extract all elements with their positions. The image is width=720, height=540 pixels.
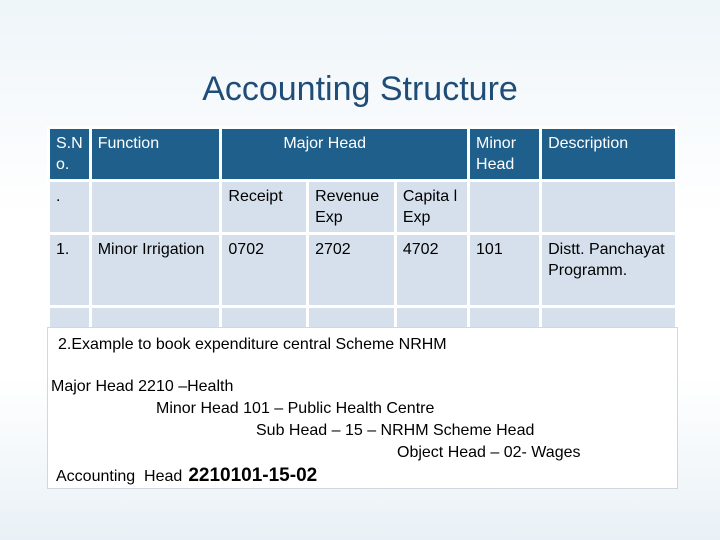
cell-description xyxy=(542,182,675,232)
cell-revenue: Revenue Exp xyxy=(309,182,394,232)
accounting-head-label: Accounting Head xyxy=(56,468,183,485)
accounting-table xyxy=(47,126,678,333)
example-title: 2.Example to book expenditure central Scheme NRHM xyxy=(58,336,447,353)
header-function: Function xyxy=(92,129,220,179)
cell-minor: 101 xyxy=(470,235,539,305)
cell-capital: 4702 xyxy=(397,235,467,305)
example-accounting-head xyxy=(56,465,317,487)
example-minor-head: Minor Head 101 – Public Health Centre xyxy=(156,400,435,417)
cell-sn: . xyxy=(50,182,89,232)
cell-minor xyxy=(470,182,539,232)
cell-revenue: 2702 xyxy=(309,235,394,305)
table-row xyxy=(50,235,675,305)
header-sn: S.N o. xyxy=(50,129,89,179)
cell-sn: 1. xyxy=(50,235,89,305)
example-box xyxy=(47,327,678,489)
header-description: Description xyxy=(542,129,675,179)
accounting-head-code: 2210101-15-02 xyxy=(188,465,318,486)
table-header-row xyxy=(50,129,675,179)
header-major-head: Major Head xyxy=(222,129,467,179)
example-major-head: Major Head 2210 –Health xyxy=(51,378,234,395)
slide-title: Accounting Structure xyxy=(202,70,518,108)
cell-function: Minor Irrigation xyxy=(92,235,220,305)
cell-receipt: 0702 xyxy=(222,235,306,305)
example-object-head: Object Head – 02- Wages xyxy=(397,444,581,461)
cell-receipt: Receipt xyxy=(222,182,306,232)
table-row xyxy=(50,182,675,232)
cell-function xyxy=(92,182,220,232)
header-minor-head: Minor Head xyxy=(470,129,539,179)
example-sub-head: Sub Head – 15 – NRHM Scheme Head xyxy=(256,422,535,439)
cell-description: Distt. Panchayat Programm. xyxy=(542,235,675,305)
cell-capital: Capita l Exp xyxy=(397,182,467,232)
